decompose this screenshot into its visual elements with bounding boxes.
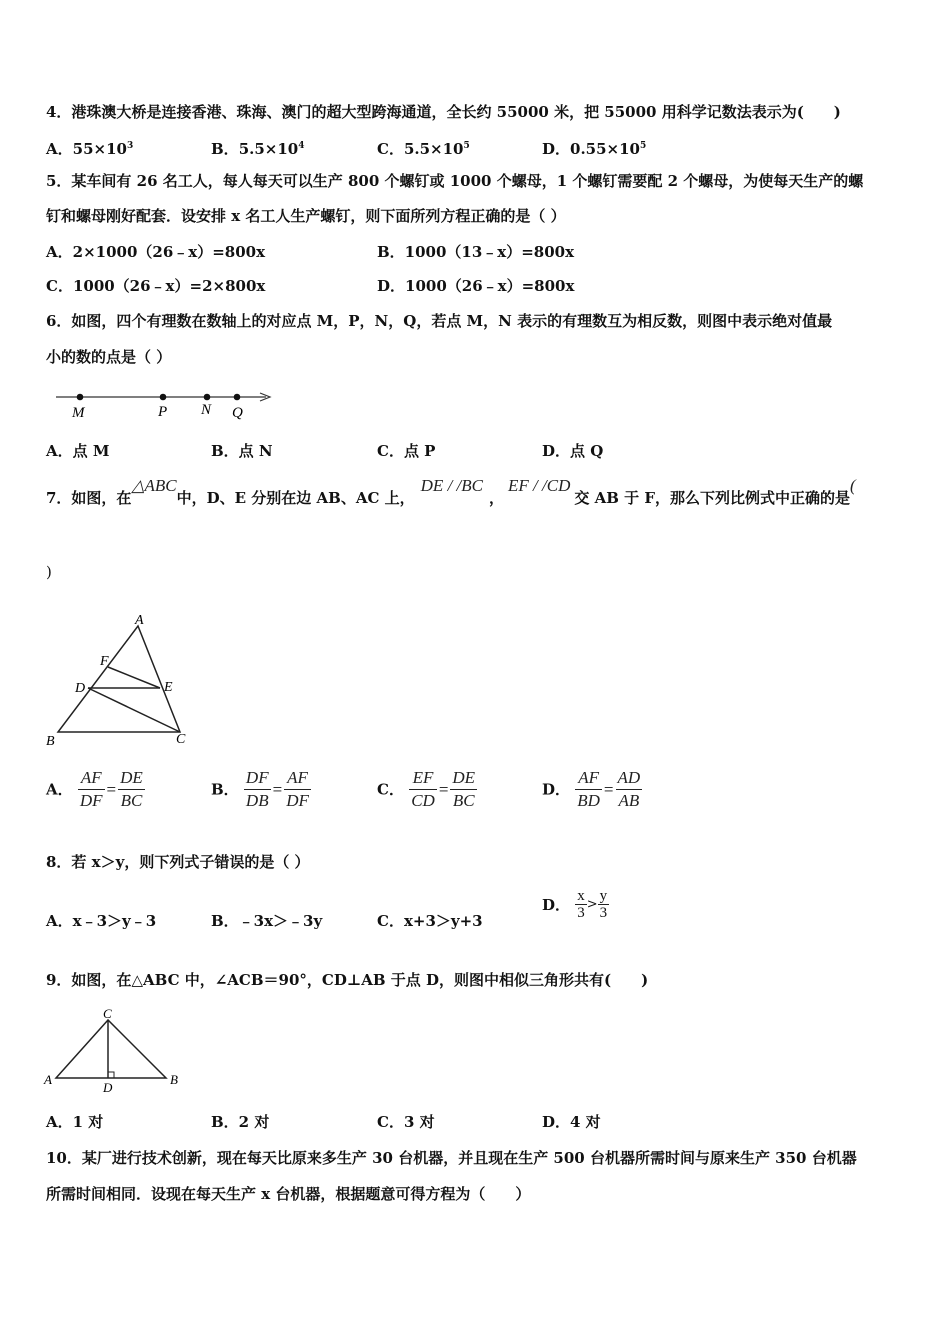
label-q: Q [232, 405, 243, 421]
q7-option-d[interactable]: D． $\frac{AF}{BD}$ = $\frac{AD}{AB}$ [542, 768, 641, 810]
triangle-figure-q7 [40, 608, 200, 748]
q7-option-a[interactable]: A． $\frac{AF}{DF}$ = $\frac{DE}{BC}$ [46, 768, 143, 810]
q8-stem: 8．若 x＞y，则下列式子错误的是（ ） [46, 853, 310, 871]
label-e: E [164, 680, 173, 695]
q4-option-b[interactable]: B．$5.5\times 10^4$ [211, 140, 305, 158]
q9-option-c[interactable]: C．3 对 [377, 1113, 435, 1131]
point-m [77, 394, 84, 401]
q6-option-a[interactable]: A．点 M [46, 442, 110, 460]
q8-option-b[interactable]: B．﹣3x＞﹣3y [211, 912, 323, 930]
q7-stem-close: ) [46, 563, 52, 581]
q10-stem-line2: 所需时间相同．设现在每天生产 x 台机器，根据题意可得方程为（ ） [46, 1185, 531, 1203]
q7-stem: 7．如图，在△ABC中，D、E 分别在边 AB、AC 上，DE / /BC，EF / /CD交 AB 于 F，那么下列比例式中正确的是( [46, 476, 856, 507]
q8-option-c[interactable]: C．x+3＞y+3 [377, 912, 483, 930]
label-d: D [103, 1080, 113, 1095]
q6-option-b[interactable]: B．点 N [211, 442, 273, 460]
label-f: F [100, 654, 109, 669]
q10-stem-line1: 10．某厂进行技术创新，现在每天比原来多生产 30 台机器，并且现在生产 500 台机器所需时间与原来生产 350 台机器 [46, 1149, 857, 1167]
triangle-figure-q9 [40, 1006, 190, 1096]
number-line-figure [50, 384, 280, 424]
label-n: N [201, 402, 212, 418]
label-p: P [158, 404, 168, 420]
label-c: C [176, 732, 186, 747]
q9-option-d[interactable]: D．4 对 [542, 1113, 601, 1131]
q6-stem-line1: 6．如图，四个有理数在数轴上的对应点 M，P，N，Q，若点 M，N 表示的有理数互为相反数，则图中表示绝对值最 [46, 312, 833, 330]
q4-option-a[interactable]: A．$55\times 10^3$ [46, 140, 134, 158]
q7-option-c[interactable]: C． $\frac{EF}{CD}$ = $\frac{DE}{BC}$ [377, 768, 476, 810]
label-a: A [135, 613, 144, 628]
q9-option-a[interactable]: A．1 对 [46, 1113, 104, 1131]
label-d: D [75, 681, 86, 696]
q5-option-b[interactable]: B．1000（13﹣x）=800x [377, 243, 575, 261]
q4-option-d[interactable]: D．$0.55\times 10^5$ [542, 140, 647, 158]
q5-option-d[interactable]: D．1000（26﹣x）=800x [377, 277, 575, 295]
q8-option-a[interactable]: A．x﹣3＞y﹣3 [46, 912, 157, 930]
q4-stem: 4．港珠澳大桥是连接香港、珠海、澳门的超大型跨海通道，全长约 55000 米，把 55000 用科学记数法表示为( ) [46, 103, 841, 121]
label-c: C [103, 1006, 112, 1021]
q6-option-d[interactable]: D．点 Q [542, 442, 604, 460]
q8-option-d[interactable]: D． $\frac{x}{3}$ > $\frac{y}{3}$ [542, 888, 608, 921]
q5-stem-line1: 5．某车间有 26 名工人，每人每天可以生产 800 个螺钉或 1000 个螺母，1 个螺钉需要配 2 个螺母，为使每天生产的螺 [46, 172, 864, 190]
q9-option-b[interactable]: B．2 对 [211, 1113, 270, 1131]
q6-stem-line2: 小的数的点是（ ） [46, 348, 172, 366]
point-p [160, 394, 167, 401]
q6-option-c[interactable]: C．点 P [377, 442, 436, 460]
q5-stem-line2: 钉和螺母刚好配套．设安排 x 名工人生产螺钉，则下面所列方程正确的是（ ） [46, 207, 566, 225]
label-b: B [46, 734, 55, 748]
point-q [234, 394, 241, 401]
q9-stem: 9．如图，在△ABC 中，∠ACB＝90°，CD⊥AB 于点 D，则图中相似三角形共有( ) [46, 971, 649, 989]
label-m: M [72, 405, 85, 421]
q5-option-c[interactable]: C．1000（26﹣x）=2×800x [46, 277, 266, 295]
q7-option-b[interactable]: B． $\frac{DF}{DB}$ = $\frac{AF}{DF}$ [211, 768, 309, 810]
label-b: B [170, 1072, 178, 1087]
label-a: A [44, 1072, 52, 1087]
point-n [204, 394, 211, 401]
q4-option-c[interactable]: C．$5.5\times 10^5$ [377, 140, 470, 158]
q5-option-a[interactable]: A．2×1000（26﹣x）=800x [46, 243, 266, 261]
